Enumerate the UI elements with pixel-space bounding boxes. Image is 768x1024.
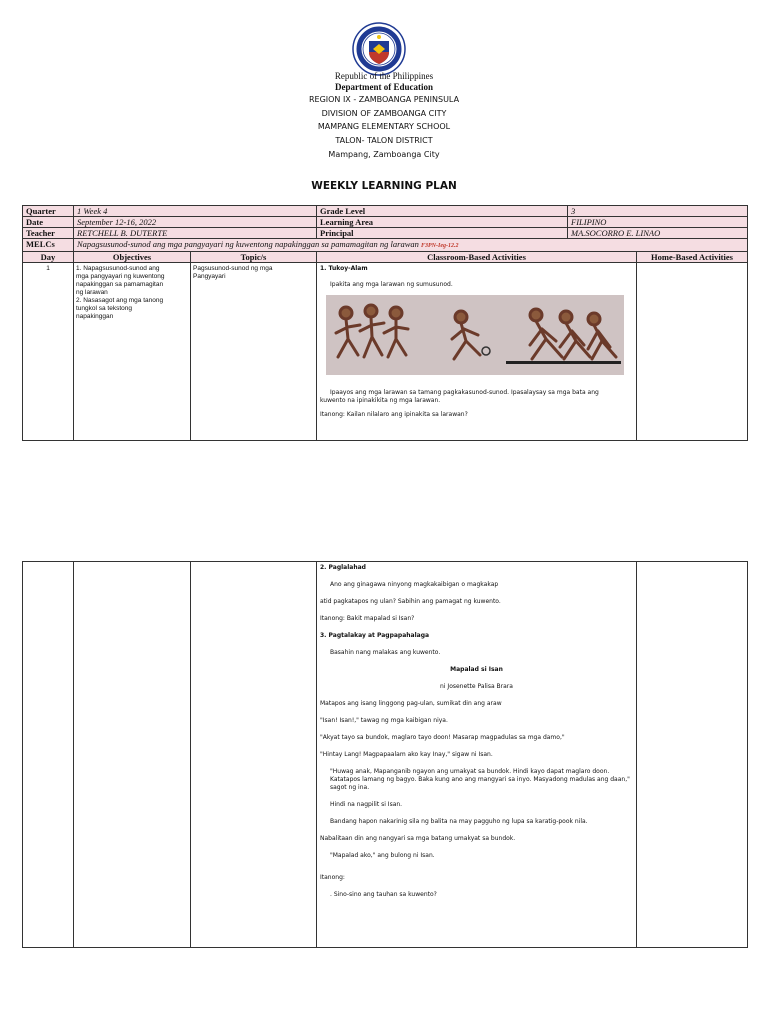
activity-line: "Akyat tayo sa bundok, maglaro tayo doon! Masarap magpadulas sa mga damo," — [320, 734, 565, 741]
department-text: Department of Education — [335, 82, 433, 92]
teacher-label: Teacher — [23, 228, 74, 239]
activity-intro: Ipakita ang mga larawan ng sumusunod. — [330, 281, 453, 288]
topic-line: Pagsusunod-sunod ng mga — [193, 265, 273, 272]
division-text: DIVISION OF ZAMBOANGA CITY — [321, 109, 447, 118]
topic-line: Pangyayari — [193, 273, 226, 280]
activity-line: "Huwag anak, Mapanganib ngayon ang umakyat sa bundok. Hindi kayo dapat maglaro doon. Katatapos lamang ng bagyo. Baka kung ano ang mangyari sa inyo. Masyadong madulas ang daan," sagot ng ina. — [330, 768, 630, 791]
republic-text: Republic of the Philippines — [334, 71, 434, 81]
activity-line: Basahin nang malakas ang kuwento. — [330, 649, 441, 656]
grade-value: 3 — [568, 206, 748, 217]
home-activities-cell — [637, 562, 748, 948]
learning-area-label: Learning Area — [317, 217, 568, 228]
region-text: REGION IX - ZAMBOANGA PENINSULA — [308, 95, 460, 104]
classroom-activities-cell — [317, 263, 637, 441]
objective-line: 2. Nasasagot ang mga tanong — [76, 297, 164, 304]
grade-label: Grade Level — [317, 206, 568, 217]
melcs-text: Napagsusunod-sunod ang mga pangyayari ng kuwentong napakinggan sa pamamagitan ng larawan — [77, 239, 419, 249]
city-text: Mampang, Zamboanga City — [328, 150, 440, 159]
deped-seal-icon — [352, 22, 406, 76]
activity-line: "Hintay Lang! Magpapaalam ako kay Inay," sigaw ni Isan. — [320, 751, 493, 758]
activity-line: Itanong: — [320, 874, 345, 881]
column-topics: Topic/s — [191, 252, 317, 263]
column-objectives: Objectives — [74, 252, 191, 263]
weekly-plan-table-continued — [22, 561, 748, 948]
page-title: WEEKLY LEARNING PLAN — [311, 180, 457, 192]
topics-cell — [191, 562, 317, 948]
melcs-label: MELCs — [23, 239, 74, 252]
activity-line: atid pagkatapos ng ulan? Sabihin ang pamagat ng kuwento. — [320, 598, 501, 605]
weekly-plan-table — [22, 205, 748, 441]
children-running-illustration — [326, 295, 624, 375]
activity-line: . Sino-sino ang tauhan sa kuwento? — [330, 891, 437, 898]
column-classroom-activities: Classroom-Based Activities — [317, 252, 637, 263]
date-label: Date — [23, 217, 74, 228]
principal-label: Principal — [317, 228, 568, 239]
melcs-value — [74, 239, 748, 252]
activity-question: Itanong: Kailan nilalaro ang ipinakita sa larawan? — [320, 411, 468, 418]
date-value: September 12-16, 2022 — [74, 217, 317, 228]
objective-line: napakinggan sa pamamagitan — [76, 281, 164, 288]
learning-area-value: FILIPINO — [568, 217, 748, 228]
activity-line: Matapos ang isang linggong pag-ulan, sumikat din ang araw — [320, 700, 502, 707]
activity-line: 2. Paglalahad — [320, 564, 366, 571]
activity-line: "Mapalad ako," ang bulong ni Isan. — [330, 852, 435, 859]
activity-instruction: Ipaayos ang mga larawan sa tamang pagkakasunod-sunod. Ipasalaysay sa mga bata ang — [330, 389, 599, 396]
day-cell: 1 — [23, 263, 74, 441]
objective-line: mga pangyayari ng kuwentong — [76, 273, 165, 280]
objective-line: 1. Napagsusunod-sunod ang — [76, 265, 160, 272]
activity-line: "Isan! Isan!," tawag ng mga kaibigan niya. — [320, 717, 448, 724]
activity-line: ni Josenette Palisa Brara — [440, 683, 513, 690]
quarter-label: Quarter — [23, 206, 74, 217]
objective-line: napakinggan — [76, 313, 114, 320]
principal-value: MA.SOCORRO E. LINAO — [568, 228, 748, 239]
activity-line: Mapalad si Isan — [450, 666, 503, 673]
table-row — [23, 562, 748, 948]
teacher-value: RETCHELL B. DUTERTE — [74, 228, 317, 239]
activity-instruction: kuwento na ipinakikita ng mga larawan. — [320, 397, 441, 404]
activity-line: Bandang hapon nakarinig sila ng balita na may pagguho ng lupa sa karatig-pook nila. — [330, 818, 588, 825]
quarter-value: 1 Week 4 — [74, 206, 317, 217]
day-cell — [23, 562, 74, 948]
column-day: Day — [23, 252, 74, 263]
activity-line: 3. Pagtalakay at Pagpapahalaga — [320, 632, 430, 639]
activity-heading: 1. Tukoy-Alam — [320, 265, 368, 272]
objectives-cell — [74, 562, 191, 948]
activity-line: Hindi na nagpilit si Isan. — [330, 801, 403, 808]
objective-line: ng larawan — [76, 289, 108, 296]
column-home-activities: Home-Based Activities — [637, 252, 748, 263]
school-text: MAMPANG ELEMENTARY SCHOOL — [317, 122, 451, 131]
topics-cell — [191, 263, 317, 441]
home-activities-cell — [637, 263, 748, 441]
classroom-activities-cell — [317, 562, 637, 948]
activity-line: Nabalitaan din ang nangyari sa mga batang umakyat sa bundok. — [320, 835, 516, 842]
district-text: TALON- TALON DISTRICT — [335, 136, 433, 145]
melcs-code: F3PN-Ieg-12.2 — [421, 243, 459, 249]
objective-line: tungkol sa tekstong — [76, 305, 133, 312]
activity-line: Ano ang ginagawa ninyong magkakaibigan o magkakap — [330, 581, 499, 588]
objectives-cell — [74, 263, 191, 441]
activity-line: Itanong: Bakit mapalad si Isan? — [320, 615, 415, 622]
table-row — [23, 263, 748, 441]
